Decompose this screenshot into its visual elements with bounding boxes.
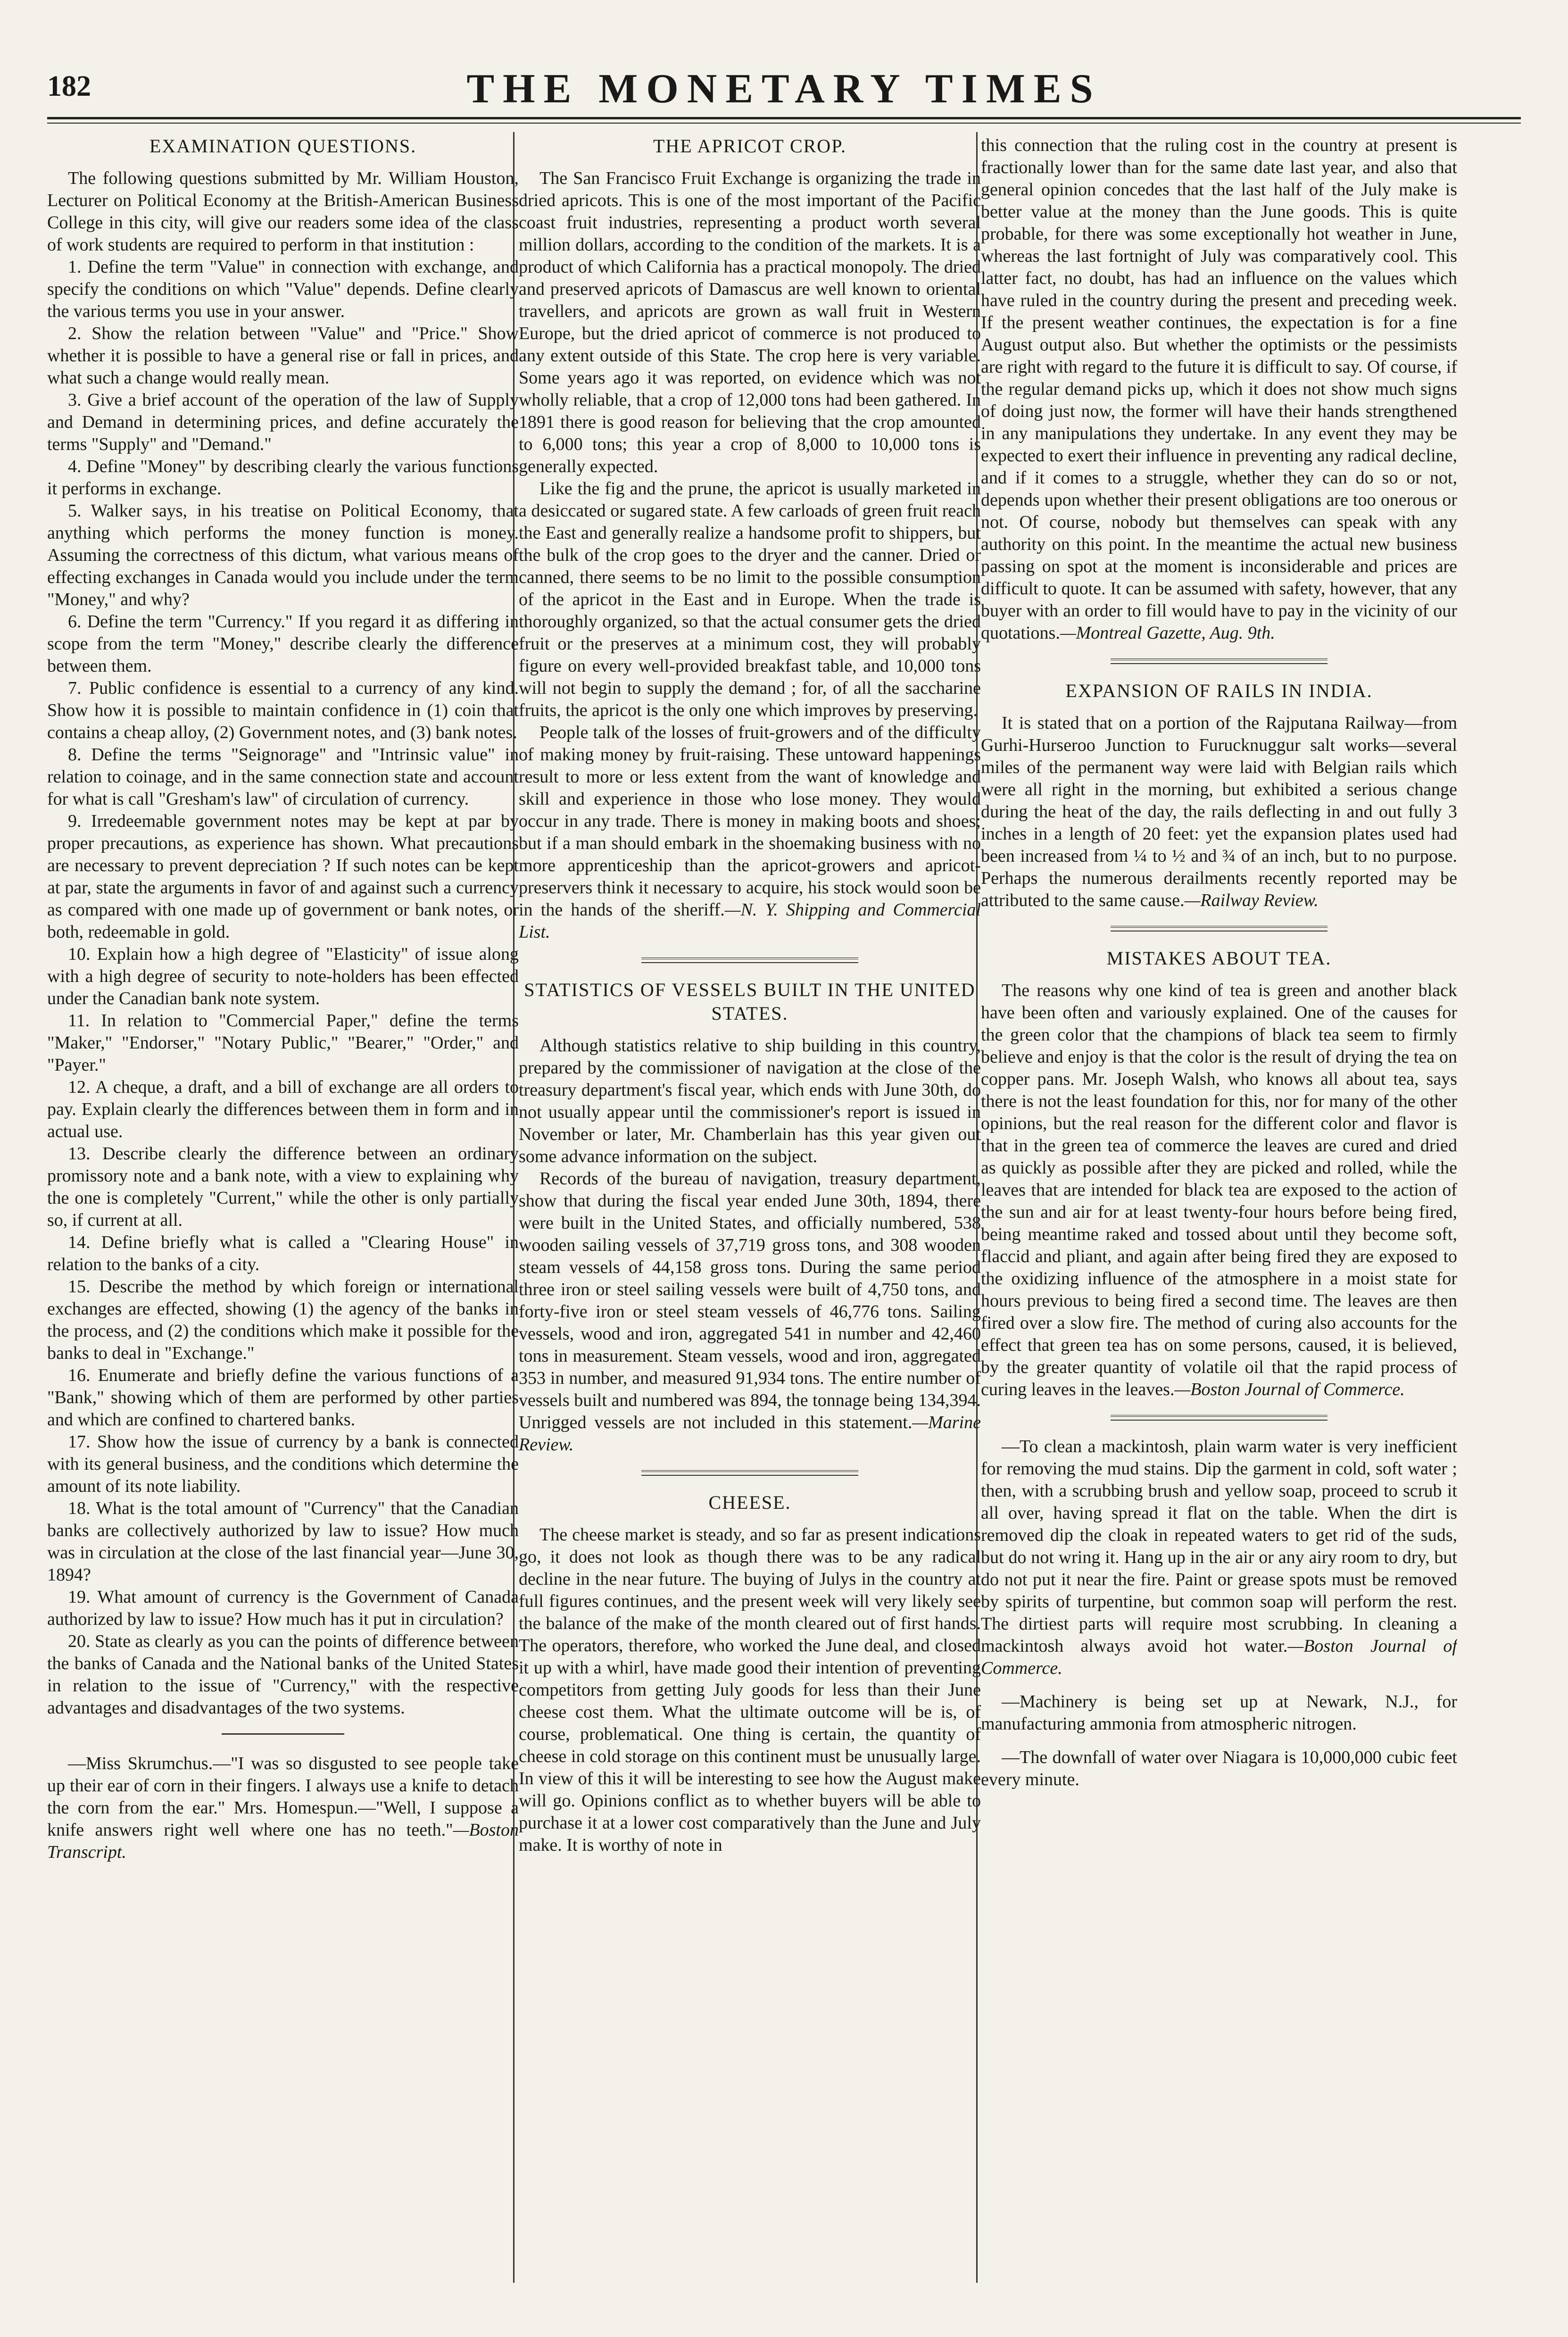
- question-20: 20. State as clearly as you can the points of difference between the banks of Canada and the National banks of the United States in relation to the issue of "Currency," with the respective advantages and disadvantages of the two systems.: [47, 1631, 519, 1718]
- article-title-apricot: THE APRICOT CROP.: [653, 135, 846, 157]
- question-13: 13. Describe clearly the difference between an ordinary promissory note and a bank note, with a view to explaining why the one is completely "Current," while the other is only partially so, if current at all.: [47, 1144, 519, 1230]
- question-1: 1. Define the term "Value" in connection with exchange, and specify the conditions on which "Value" depends. Define clearly the various terms you use in your answer.: [47, 257, 519, 321]
- question-3: 3. Give a brief account of the operation of the law of Supply and Demand in determining prices, and define accurately the terms "Supply" and "Demand.": [47, 390, 519, 454]
- news-brief-newark: —Machinery is being set up at Newark, N.J., for manufacturing ammonia from atmospheric nitrogen.: [981, 1692, 1457, 1734]
- source-citation: —N. Y. Shipping and Commercial List.: [519, 900, 981, 942]
- article-title-cheese: CHEESE.: [708, 1492, 791, 1513]
- section-separator: [1111, 658, 1327, 664]
- column-2: [519, 134, 981, 2285]
- question-12: 12. A cheque, a draft, and a bill of exchange are all orders to pay. Explain clearly the differences between them in form and in actual use.: [47, 1077, 519, 1141]
- question-6: 6. Define the term "Currency." If you regard it as differing in scope from the term "Money," describe clearly the difference between them.: [47, 612, 519, 676]
- article-title-vessels: STATISTICS OF VESSELS BUILT IN THE UNITED STATES.: [524, 979, 976, 1024]
- paragraph-text: this connection that the ruling cost in the country at present is fractionally lower than for the same date last year, and also that general opinion concedes that the last half of the July make is better value at the money than the June goods. This is quite probable, for there was some exceptionally hot weather in June, whereas the last fortnight of July was comparatively cool. This latter fact, no doubt, has had an influence on the values which have ruled in the country during the present and preceding week. If the present weather continues, the expectation is for a fine August output also. But whether the optimists or the pessimists are right with regard to the future it is difficult to say. Of course, if the regular demand picks up, which it does not show much signs of doing just now, the former will have their hands strengthened in any manipulations they undertake. In any event they may be expected to exert their influence in preventing any radical decline, and if it comes to a struggle, whether they can do so or not, depends upon whether their present obligations are too onerous or not. Of course, nobody but themselves can speak with any authority on this point. In the meantime the actual new business passing on spot at the moment is inconsiderable and prices are difficult to quote. It can be assumed with safety, however, that any buyer with an order to fill would have to pay in the vicinity of our quotations.: [981, 135, 1457, 643]
- question-10: 10. Explain how a high degree of "Elasticity" of issue along with a high degree of security to note-holders has been effected under the Canadian bank note system.: [47, 944, 519, 1008]
- article-paragraph: The following questions submitted by Mr. William Houston, Lecturer on Political Economy at the British-American Business College in this city, will give our readers some idea of the class of work students are required to perform in that institution :: [47, 168, 519, 255]
- question-19: 19. What amount of currency is the Government of Canada authorized by law to issue? How much has it put in circulation?: [47, 1587, 519, 1629]
- section-separator: [1111, 926, 1327, 931]
- section-separator: [641, 1470, 858, 1476]
- source-citation: —Boston Journal of Commerce.: [981, 1636, 1457, 1678]
- question-11: 11. In relation to "Commercial Paper," define the terms "Maker," "Endorser," "Notary Public," "Bearer," "Order," and "Payer.": [47, 1011, 519, 1075]
- article-title-tea: MISTAKES ABOUT TEA.: [1106, 948, 1332, 969]
- column-1: [47, 134, 519, 2285]
- article-paragraph: [981, 712, 1457, 912]
- article-title-examination: EXAMINATION QUESTIONS.: [149, 135, 417, 157]
- source-citation: —Railway Review.: [1184, 890, 1319, 910]
- source-citation: —Boston Journal of Commerce.: [1174, 1380, 1405, 1399]
- question-9: 9. Irredeemable government notes may be kept at par by proper precautions, as experience has shown. What precautions are necessary to prevent depreciation ? If such notes can be kept at par, state the arguments in favor of and against such a currency as compared with one made up of government or bank notes, or both, redeemable in gold.: [47, 811, 519, 942]
- section-separator: [1111, 1415, 1327, 1421]
- paragraph-text: —To clean a mackintosh, plain warm water is very inefficient for removing the mud stains. Dip the garment in cold, soft water ; then, with a scrubbing brush and yellow soap, proceed to scrub it all over, having spread it flat on the table. When the dirt is removed dip the cloak in repeated waters to get rid of the suds, but do not wring it. Hang up in the air or any airy room to dry, but do not put it near the fire. Paint or grease spots must be removed by spirits of turpentine, but common soap will perform the rest. The dirtiest parts will require most scrubbing. In cleaning a mackintosh always avoid hot water.: [981, 1437, 1457, 1656]
- article-paragraph: Like the fig and the prune, the apricot is usually marketed in a desiccated or sugared state. A few carloads of green fruit reach the East and generally realize a handsome profit to shippers, but the bulk of the crop goes to the dryer and the canner. Dried or canned, there seems to be no limit to the possible consumption of the apricot in the East and in Europe. When the trade is thoroughly organized, so that the actual consumer gets the dried fruit or the preserves at a minimum cost, they will probably figure on every well-provided breakfast table, and 10,000 tons will not begin to supply the demand ; for, of all the saccharine fruits, the apricot is the only one which improves by preserving.: [519, 479, 981, 720]
- news-brief-niagara: —The downfall of water over Niagara is 10,000,000 cubic feet every minute.: [981, 1747, 1457, 1789]
- question-14: 14. Define briefly what is called a "Clearing House" in relation to the banks of a city.: [47, 1232, 519, 1274]
- page-number: 182: [47, 70, 91, 102]
- article-paragraph: [47, 1753, 519, 1863]
- masthead-rule-thin: [47, 123, 1521, 124]
- article-paragraph: [981, 1436, 1457, 1680]
- article-paragraph: [981, 980, 1457, 1401]
- question-16: 16. Enumerate and briefly define the various functions of a "Bank," showing which of them are performed by other parties and which are confined to chartered banks.: [47, 1365, 519, 1430]
- question-17: 17. Show how the issue of currency by a bank is connected with its general business, and the conditions which determine the amount of its note liability.: [47, 1432, 519, 1496]
- question-8: 8. Define the terms "Seignorage" and "Intrinsic value" in relation to coinage, and in the same connection state and account for what is call "Gresham's law" of circulation of currency.: [47, 745, 519, 809]
- article-paragraph: [519, 1168, 981, 1456]
- paragraph-text: It is stated that on a portion of the Rajputana Railway—from Gurhi-Hurseroo Junction to Furucknuggur salt works—several miles of the permanent way were laid with Belgian rails which were all right in the morning, but exhibited a serious change during the heat of the day, the rails deflecting in and out fully 3 inches in a length of 20 feet: yet the expansion plates used had been increased from ¼ to ½ and ¾ of an inch, but to no purpose. Perhaps the numerous derailments recently reported may be attributed to the same cause.: [981, 713, 1457, 910]
- newspaper-title: THE MONETARY TIMES: [466, 66, 1102, 112]
- paragraph-text: The reasons why one kind of tea is green and another black have been often and variously explained. One of the causes for the green color that the champions of black tea seem to firmly believe and enjoy is that the color is the result of drying the tea on copper pans. Mr. Joseph Walsh, who knows all about tea, says there is not the least foundation for this, nor for many of the other opinions, but the real reason for the different color and flavor is that in the green tea of commerce the leaves are cured and dried as quickly as possible after they are picked and rolled, while the leaves that are intended for black tea are exposed to the action of the sun and air for at least twenty-four hours before being fired, being meantime raked and tossed about until they become soft, flaccid and pliant, and again after being fired they are exposed to the oxidizing influence of the atmosphere in a moist state for hours previous to being fired a second time. The leaves are then fired over a slow fire. The method of curing also accounts for the effect that green tea has on some persons, caused, it is believed, by the greater quantity of volatile oil that the rapid process of curing leaves in the leaves.: [981, 981, 1457, 1399]
- source-citation: —Montreal Gazette, Aug. 9th.: [1060, 623, 1275, 643]
- question-5: 5. Walker says, in his treatise on Political Economy, that anything which performs the money function is money. Assuming the correctness of this dictum, what various means of effecting exchanges in Canada would you include under the term "Money," and why?: [47, 501, 519, 609]
- article-paragraph: The San Francisco Fruit Exchange is organizing the trade in dried apricots. This is one of the most important of the Pacific coast fruit industries, representing a product worth several million dollars, according to the condition of the markets. It is a product of which California has a practical monopoly. The dried and preserved apricots of Damascus are well known to oriental travellers, and apricots are grown as wall fruit in Western Europe, but the dried apricot of commerce is not produced to any extent outside of this State. The crop here is very variable. Some years ago it was reported, on evidence which was not wholly reliable, that a crop of 12,000 tons had been gathered. In 1891 there is good reason for believing that the crop amounted to 6,000 tons; this year a crop of 8,000 to 10,000 tons is generally expected.: [519, 168, 981, 476]
- paragraph-text: People talk of the losses of fruit-growers and of the difficulty of making money by fruit-raising. These untoward happenings result to more or less extent from the want of knowledge and skill and experience in those who lose money. They would occur in any trade. There is money in making boots and shoes; but if a man should embark in the shoemaking business with no more apprenticeship than the apricot-growers and apricot-preservers think it necessary to acquire, his stock would soon be in the hands of the sheriff.: [519, 723, 981, 920]
- question-4: 4. Define "Money" by describing clearly the various functions it performs in exchange.: [47, 457, 519, 499]
- spacer: [981, 1680, 1457, 1691]
- spacer: [981, 1735, 1457, 1747]
- question-18: 18. What is the total amount of "Currency" that the Canadian banks are collectively authorized by law to issue? How much was in circulation at the close of the last financial year—June 30, 1894?: [47, 1498, 519, 1585]
- article-title-rails: EXPANSION OF RAILS IN INDIA.: [1065, 680, 1373, 701]
- article-paragraph: The cheese market is steady, and so far as present indications go, it does not look as though there was to be any radical decline in the near future. The buying of Julys in the country at full figures continues, and the present week will very likely see the balance of the make of the month cleared out of first hands. The operators, therefore, who worked the June deal, and closed it up with a whirl, have made good their intention of preventing competitors from getting July goods for less than their June cheese cost them. What the ultimate outcome will be is, of course, problematical. One thing is certain, the quantity of cheese in cold storage on this continent must be unusually large. In view of this it will be interesting to see how the August make will go. Opinions conflict as to whether buyers will be able to purchase it at a lower cost comparatively than the June and July make. It is worthy of note in: [519, 1525, 981, 1855]
- source-citation: —Marine Review.: [519, 1413, 981, 1455]
- section-separator: [641, 957, 858, 963]
- paragraph-text: Records of the bureau of navigation, treasury department, show that during the fiscal year ended June 30th, 1894, there were built in the United States, and officially numbered, 538 wooden sailing vessels of 37,719 gross tons, and 308 wooden steam vessels of 44,158 gross tons. During the same period three iron or steel sailing vessels were built of 4,750 tons, and forty-five iron or steel steam vessels of 46,776 tons. Sailing vessels, wood and iron, aggregated 541 in number and 42,460 tons in measurement. Steam vessels, wood and iron, aggregated 353 in number, and measured 91,934 tons. The entire number of vessels built and numbered was 894, the tonnage being 134,394. Unrigged vessels are not included in this statement.: [519, 1169, 981, 1432]
- article-paragraph: [519, 722, 981, 943]
- article-paragraph: Although statistics relative to ship building in this country, prepared by the commissioner of navigation at the close of the treasury department's fiscal year, which ends with June 30th, do not usually appear until the commissioner's report is issued in November or later, Mr. Chamberlain has this year given out some advance information on the subject.: [519, 1036, 981, 1166]
- masthead-rule: [47, 117, 1521, 119]
- source-citation: —Boston Transcript.: [47, 1820, 519, 1862]
- article-paragraph: [981, 134, 1457, 644]
- question-2: 2. Show the relation between "Value" and "Price." Show whether it is possible to have a general rise or fall in prices, and what such a change would really mean.: [47, 324, 519, 388]
- question-15: 15. Describe the method by which foreign or international exchanges are effected, showing (1) the agency of the banks in the process, and (2) the conditions which make it possible for the banks to deal in "Exchange.": [47, 1277, 519, 1363]
- section-separator: [222, 1733, 344, 1738]
- anecdote-text: —Miss Skrumchus.—"I was so disgusted to see people take up their ear of corn in their fingers. I always use a knife to detach the corn from the ear." Mrs. Homespun.—"Well, I suppose a knife answers right well where one has no teeth.": [47, 1754, 519, 1840]
- question-7: 7. Public confidence is essential to a currency of any kind. Show how it is possible to maintain confidence in (1) coin that contains a cheap alloy, (2) Government notes, and (3) bank notes.: [47, 678, 519, 742]
- column-3: [981, 134, 1457, 2285]
- masthead: [47, 61, 1521, 113]
